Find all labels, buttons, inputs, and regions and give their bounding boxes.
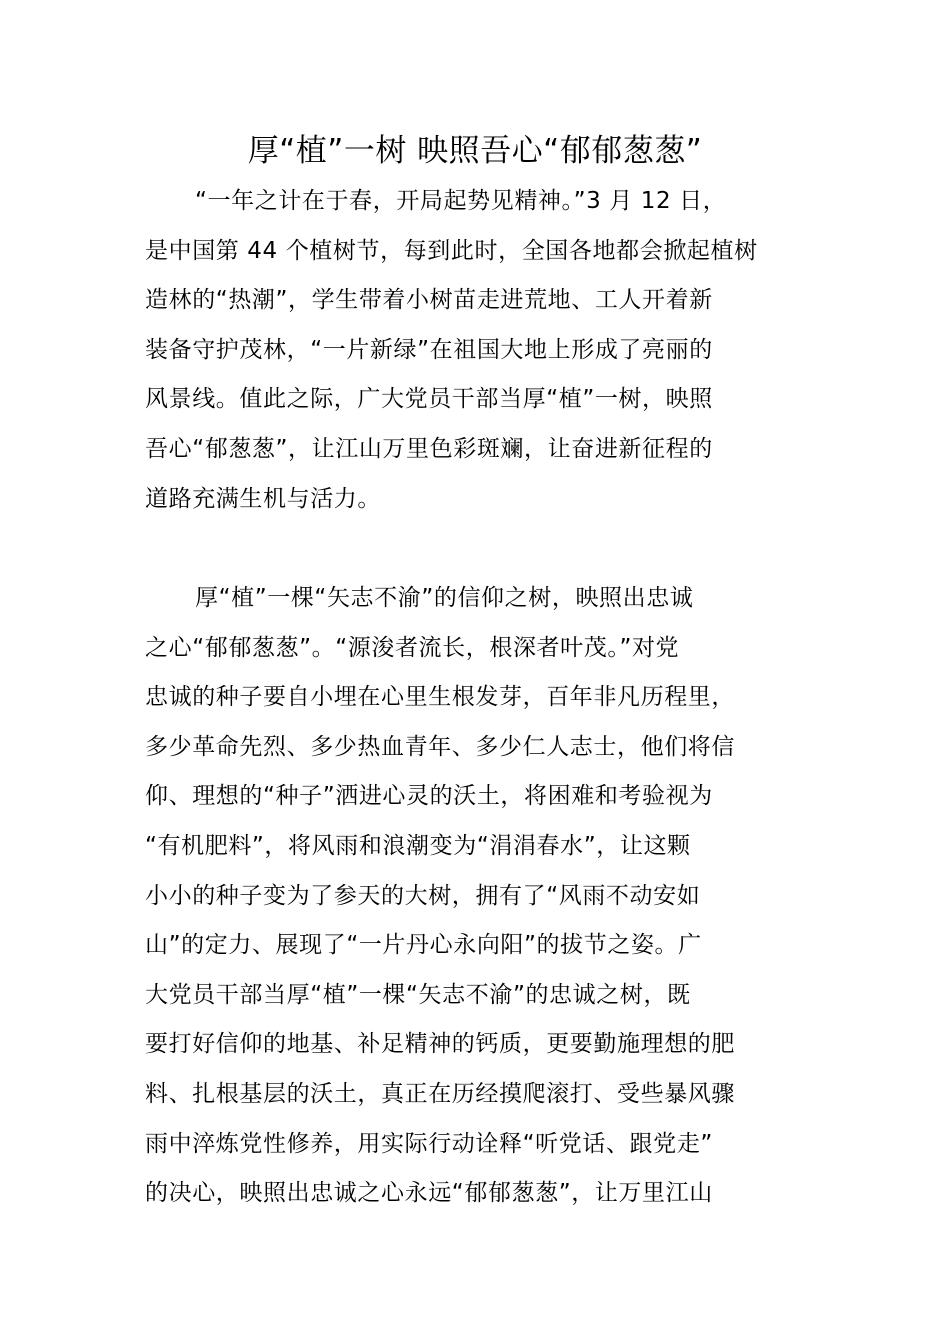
paragraph-line: 忠诚的种子要自小埋在心里生根发芽，百年非凡历程里，: [145, 684, 735, 711]
paragraph-line: 多少革命先烈、多少热血青年、多少仁人志士，他们将信: [145, 733, 735, 760]
paragraph-line: 的决心，映照出忠诚之心永远“郁郁葱葱”，让万里江山: [145, 1180, 713, 1207]
paragraph-line: “一年之计在于春，开局起势见精神。”3 月 12 日，: [195, 188, 727, 214]
paragraph-line: “有机肥料”，将风雨和浪潮变为“涓涓春水”，让这颗: [145, 832, 691, 859]
paragraph-line: 是中国第 44 个植树节，每到此时，全国各地都会掀起植树: [145, 237, 758, 264]
paragraph-line: 料、扎根基层的沃土，真正在历经摸爬滚打、受些暴风骤: [145, 1080, 735, 1107]
paragraph-line: 道路充满生机与活力。: [145, 485, 381, 512]
paragraph-line: 风景线。值此之际，广大党员干部当厚“植”一树，映照: [145, 386, 713, 413]
paragraph-line: 厚“植”一棵“矢志不渝”的信仰之树，映照出忠诚: [195, 585, 694, 611]
paragraph-line: 山”的定力、展现了“一片丹心永向阳”的拔节之姿。广: [145, 932, 702, 959]
paragraph-line: 之心“郁郁葱葱”。“源浚者流长，根深者叶茂。”对党: [145, 634, 680, 661]
document-title: 厚“植”一树 映照吾心“郁郁葱葱”: [247, 133, 703, 169]
paragraph-line: 吾心“郁葱葱”，让江山万里色彩斑斓，让奋进新征程的: [145, 435, 713, 462]
paragraph-line: 大党员干部当厚“植”一棵“矢志不渝”的忠诚之树，既: [145, 981, 691, 1008]
paragraph-line: 雨中淬炼党性修养，用实际行动诠释“听党话、跟党走”: [145, 1130, 713, 1157]
paragraph-line: 小小的种子变为了参天的大树，拥有了“风雨不动安如: [145, 882, 701, 909]
paragraph-line: 装备守护茂林，“一片新绿”在祖国大地上形成了亮丽的: [145, 336, 713, 363]
paragraph-line: 仰、理想的“种子”洒进心灵的沃土，将困难和考验视为: [145, 783, 713, 810]
paragraph-1: [145, 177, 815, 524]
paragraph-line: 造林的“热潮”，学生带着小树苗走进荒地、工人开着新: [145, 287, 713, 314]
paragraph-2: [145, 574, 815, 1219]
paragraph-line: 要打好信仰的地基、补足精神的钙质，更要勤施理想的肥: [145, 1031, 735, 1058]
